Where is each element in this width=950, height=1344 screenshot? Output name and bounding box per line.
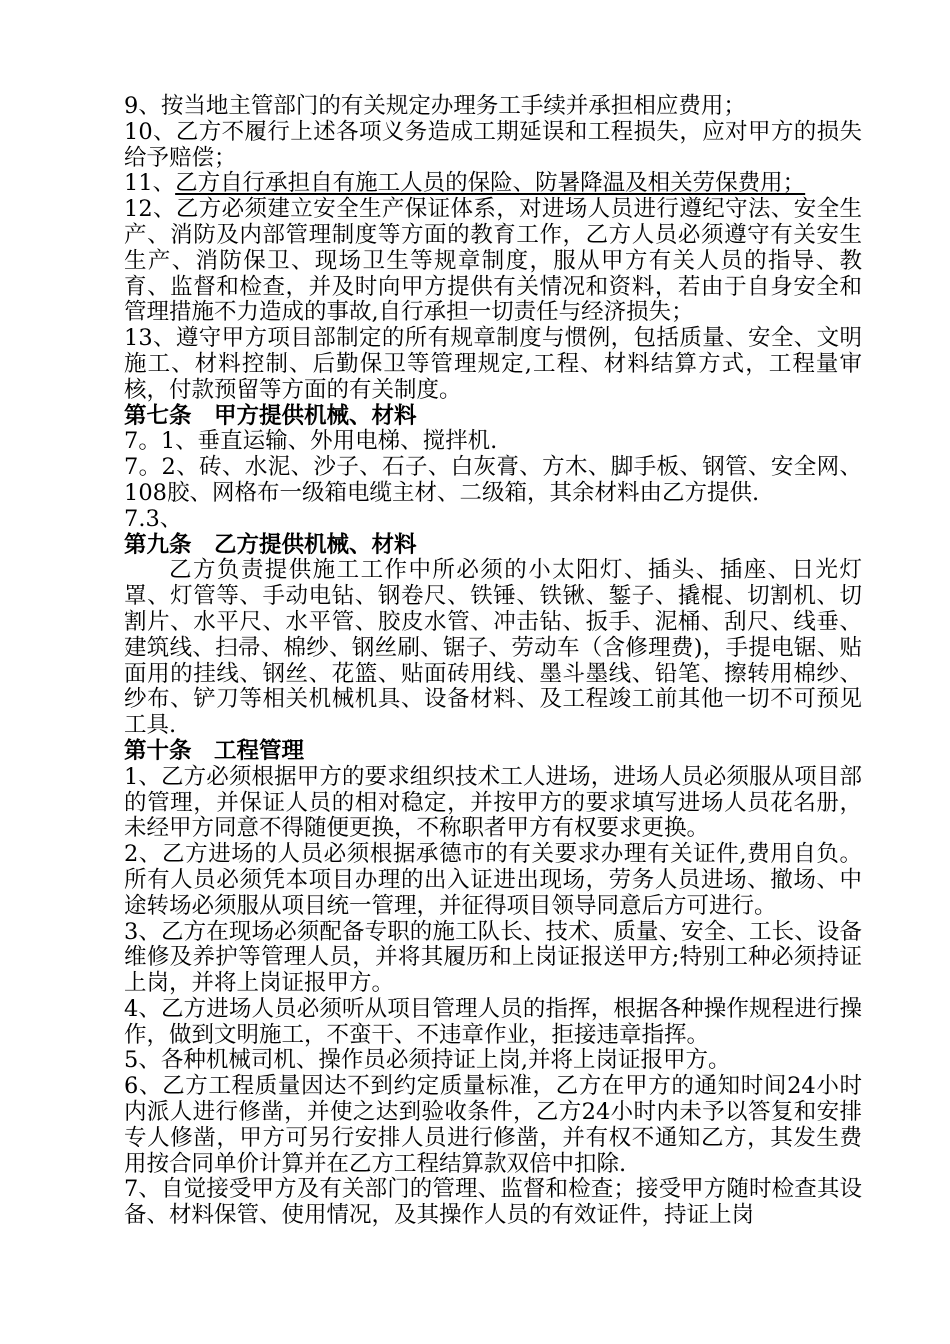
management-item-7: 7、自觉接受甲方及有关部门的管理、监督和检查；接受甲方随时检查其设备、材料保管、使用情况，及其操作人员的有效证件，持证上岗 (124, 1176, 862, 1229)
clause-9: 9、按当地主管部门的有关规定办理务工手续并承担相应费用； (124, 93, 746, 119)
clause-11-prefix: 11、 (124, 170, 176, 197)
clause-7-3: 7.3、 (124, 505, 183, 532)
article-9-body: 乙方负责提供施工工作中所必须的小太阳灯、插头、插座、日光灯罩、灯管等、手动电钻、钢卷尺、铁锤、铁锹、錾子、撬棍、切割机、切割片、水平尺、水平管、胶皮水管、冲击钻、扳手、泥桶、刮尺、线垂、建筑线、扫帚、棉纱、钢丝刷、锯子、劳动车（含修理费)，手提电锯、贴面用的挂线、钢丝、花篮、贴面砖用线、墨斗墨线、铅笔、擦转用棉纱、纱布、铲刀等相关机械机具、设备材料、及工程竣工前其他一切不可预见工具. (124, 557, 862, 739)
clause-12: 12、乙方必须建立安全生产保证体系，对进场人员进行遵纪守法、安全生产、消防及内部管理制度等方面的教育工作，乙方人员必须遵守有关安生生产、消防保卫、现场卫生等规章制度，服从甲方有关人员的指导、教育、监督和检查，并及时向甲方提供有关情况和资料，若由于自身安全和管理措施不力造成的事故,自行承担一切责任与经济损失； (124, 196, 862, 326)
management-item-2: 2、乙方进场的人员必须根据承德市的有关要求办理有关证件,费用自负。所有人员必须凭本项目办理的出入证进出现场，劳务人员进场、撤场、中途转场必须服从项目统一管理，并征得项目领导同意后方可进行。 (124, 841, 862, 919)
management-item-1: 1、乙方必须根据甲方的要求组织技术工人进场，进场人员必须服从项目部的管理，并保证人员的相对稳定，并按甲方的要求填写进场人员花名册，未经甲方同意不得随便更换，不称职者甲方有权要求更换。 (124, 763, 862, 842)
management-item-5: 5、各种机械司机、操作员必须持证上岗,并将上岗证报甲方。 (124, 1047, 731, 1074)
clause-11-underlined-text: 乙方自行承担自有施工人员的保险、防暑降温及相关劳保费用； (175, 170, 806, 197)
article-9-heading: 第九条 乙方提供机械、材料 (124, 531, 417, 558)
clause-10: 10、乙方不履行上述各项义务造成工期延误和工程损失，应对甲方的损失给予赔偿； (124, 118, 862, 171)
clause-7-2: 7。2、砖、水泥、沙子、石子、白灰膏、方木、脚手板、钢管、安全网、108胶、网格布一级箱电缆主材、二级箱，其余材料由乙方提供. (124, 454, 862, 506)
clause-13: 13、遵守甲方项目部制定的所有规章制度与惯例，包括质量、安全、文明施工、材料控制、后勤保卫等管理规定,工程、材料结算方式，工程量审核，付款预留等方面的有关制度。 (124, 325, 862, 403)
article-10-heading: 第十条 工程管理 (124, 737, 305, 764)
contract-text (124, 94, 862, 1229)
clause-7-1: 7。1、垂直运输、外用电梯、搅拌机. (124, 428, 498, 455)
management-item-3: 3、乙方在现场必须配备专职的施工队长、技术、质量、安全、工长、设备维修及养护等管理人员，并将其履历和上岗证报送甲方;特别工种必须持证上岗，并将上岗证报甲方。 (124, 918, 862, 997)
article-7-heading: 第七条 甲方提供机械、材料 (124, 402, 417, 429)
management-item-6: 6、乙方工程质量因达不到约定质量标准，乙方在甲方的通知时间24小时内派人进行修凿，并使之达到验收条件，乙方24小时内未予以答复和安排专人修凿，甲方可另行安排人员进行修凿，并有权不通知乙方，其发生费用按合同单价计算并在乙方工程结算款双倍中扣除. (124, 1073, 862, 1177)
clause-11 (124, 171, 862, 197)
management-item-4: 4、乙方进场人员必须听从项目管理人员的指挥，根据各种操作规程进行操作，做到文明施工，不蛮干、不违章作业，拒接违章指挥。 (124, 995, 862, 1048)
